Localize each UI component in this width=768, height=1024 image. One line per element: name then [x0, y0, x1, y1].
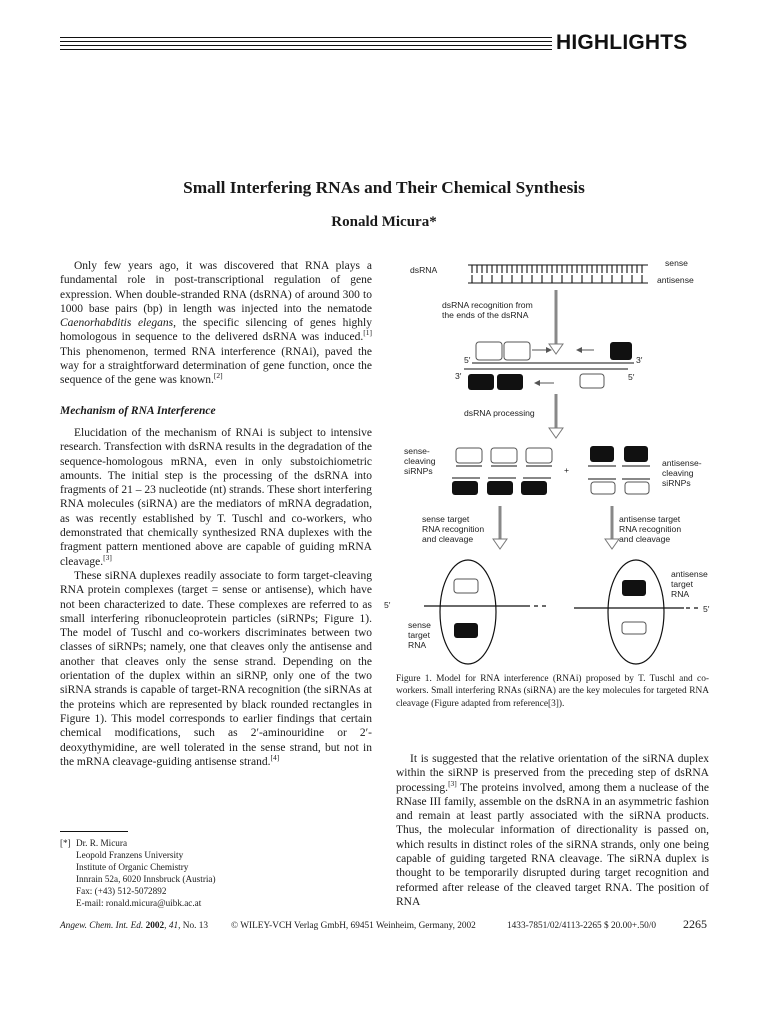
svg-text:cleaving: cleaving: [404, 456, 436, 466]
footer-issn: 1433-7851/02/4113-2265 $ 20.00+.50/0: [507, 921, 656, 931]
author-footnote: [*] Dr. R. Micura Leopold Franzens University Institute of Organic Chemistry Innrain 52a, 6020 Innsbruck (Austria) Fax: (+43) 512-5072892 E-mail: ronald.micura@uibk.ac.at: [60, 837, 372, 909]
svg-text:and cleavage: and cleavage: [422, 534, 474, 544]
svg-text:siRNPs: siRNPs: [404, 466, 433, 476]
sense-cleaving-sirnps: [452, 448, 552, 495]
article-title: Small Interfering RNAs and Their Chemical Synthesis: [183, 178, 585, 197]
footnote-name: Dr. R. Micura: [76, 838, 128, 848]
section-heading: HIGHLIGHTS: [556, 31, 688, 54]
paragraph-sirnp: These siRNA duplexes readily associate to form target-cleaving RNA protein complexes (target = sense or antisense), which have not been characterized to date. These complexes are referred to as small interfering ribonucleoprotein particles (siRNPs; Figure 1). The model of Tuschl and co-workers discriminates between two classes of siRNPs; namely, one that cleaves only the antisense and another that cleaves only the sense strand. Depending on the orientation of the duplex within an siRNP, only one of the two siRNA strands is capable of target-RNA recognition (the siRNAs at the proteins which are represented by black rounded rectangles in Figure 1). This model corresponds to earlier findings that certain chemical modifications, such as 2′-aminouridine or 2′-deoxythymidine, are well tolerated in the sense strand, but not in the mRNA cleavage-guiding antisense strand.[4]: [60, 569, 372, 768]
sense-target-ellipse: [440, 560, 496, 664]
dsrna-top-strands: [468, 265, 648, 283]
footer-citation: Angew. Chem. Int. Ed. 2002, 41, No. 13: [60, 921, 209, 931]
paragraph-intro: Only few years ago, it was discovered that RNA plays a fundamental role in post-transcriptional regulation of gene expression. When double-stranded RNA (dsRNA) of around 300 to 1000 base pairs (bp) in length was injected into the nematode Caenorhabditis elegans, the specific silencing of genes highly homologous in sequence to the delivered dsRNA was induced.[1] This phenomenon, termed RNA interference (RNAi), paved the way for a straightforward determination of gene function, once the sequence of the gene was known.[2]: [60, 260, 372, 387]
header-rule-lines: [60, 37, 552, 51]
svg-text:target: target: [408, 630, 430, 640]
svg-text:RNA recognition: RNA recognition: [619, 524, 682, 534]
left-column: [60, 259, 372, 769]
svg-text:RNA: RNA: [408, 640, 427, 650]
step1-line2: the ends of the dsRNA: [442, 310, 529, 320]
svg-text:antisense-: antisense-: [662, 458, 702, 468]
label-sense: sense: [665, 258, 688, 268]
svg-text:5′: 5′: [703, 604, 710, 614]
svg-text:5′: 5′: [384, 600, 391, 610]
step2-label: dsRNA processing: [464, 408, 535, 418]
rnai-diagram: [384, 256, 714, 666]
svg-text:antisense target: antisense target: [619, 514, 681, 524]
article-author: Ronald Micura*: [331, 214, 437, 230]
label-antisense: antisense: [657, 275, 694, 285]
svg-text:siRNPs: siRNPs: [662, 478, 691, 488]
svg-text:sense-: sense-: [404, 446, 430, 456]
svg-text:and cleavage: and cleavage: [619, 534, 671, 544]
svg-text:cleaving: cleaving: [662, 468, 694, 478]
antisense-target-ellipse: [608, 560, 664, 664]
step1-line1: dsRNA recognition from: [442, 300, 533, 310]
footer-publisher: © WILEY-VCH Verlag GmbH, 69451 Weinheim, Germany, 2002: [231, 921, 476, 931]
svg-text:sense: sense: [408, 620, 431, 630]
footnote-rule: [60, 831, 128, 832]
page-number: 2265: [683, 917, 707, 931]
antisense-cleaving-sirnps: [588, 446, 650, 494]
footnote-email: E-mail: ronald.micura@uibk.ac.at: [76, 898, 202, 908]
figure-rnai-model: [384, 256, 714, 666]
svg-text:target: target: [671, 579, 693, 589]
svg-text:RNA: RNA: [671, 589, 690, 599]
plus-sign: +: [564, 465, 570, 475]
paragraph-orientation: It is suggested that the relative orientation of the siRNA duplex within the siRNP is preserved from the preceding step of dsRNA processing.[3] The proteins involved, among them a nuclease of the RNase III family, assemble on the dsRNA in an asymmetric fashion and remain at least partly associated with the siRNA products. Thus, the molecular information of directionality is passed on, which results in distinct roles of the siRNA strands, only one being capable of guiding targeted RNA cleavage. The siRNA duplex is thought to be temporarily disrupted during target recognition and reformed after release of the cleaved target RNA. The position of RNA: [396, 753, 709, 908]
arrow-head-1: [549, 344, 563, 354]
svg-text:5′: 5′: [628, 372, 635, 382]
paragraph-mechanism: Elucidation of the mechanism of RNAi is subject to intensive research. Transfection with dsRNA results in the degradation of the sequence-homologous mRNA, even in only substoichiometric amounts. The initial step is the processing of the dsRNA into fragments of 21 – 23 nucleotide (nt) strands. These short interfering RNA molecules (siRNA) are the mediators of mRNA degradation, as was recently established by T. Tuschl and co-workers, who demonstrated that chemically synthesized RNA duplexes with the fragment pattern mentioned above are capable of guiding mRNA cleavage.[3]: [60, 426, 372, 568]
svg-text:RNA recognition: RNA recognition: [422, 524, 485, 534]
dsrna-protein-complex: [464, 342, 634, 390]
svg-text:antisense: antisense: [671, 569, 708, 579]
label-dsrna: dsRNA: [410, 265, 438, 275]
figure-caption: Figure 1. Model for RNA interference (RNAi) proposed by T. Tuschl and co-workers. Small interfering RNAs (siRNA) are the key molecules for targeted RNA cleavage (Figure adapted from reference[3]).: [396, 674, 709, 709]
svg-text:3′: 3′: [636, 355, 643, 365]
svg-text:5′: 5′: [464, 355, 471, 365]
right-column: [396, 752, 709, 909]
svg-text:3′: 3′: [455, 371, 462, 381]
svg-text:sense target: sense target: [422, 514, 470, 524]
subheading-mechanism: Mechanism of RNA Interference: [60, 404, 216, 417]
